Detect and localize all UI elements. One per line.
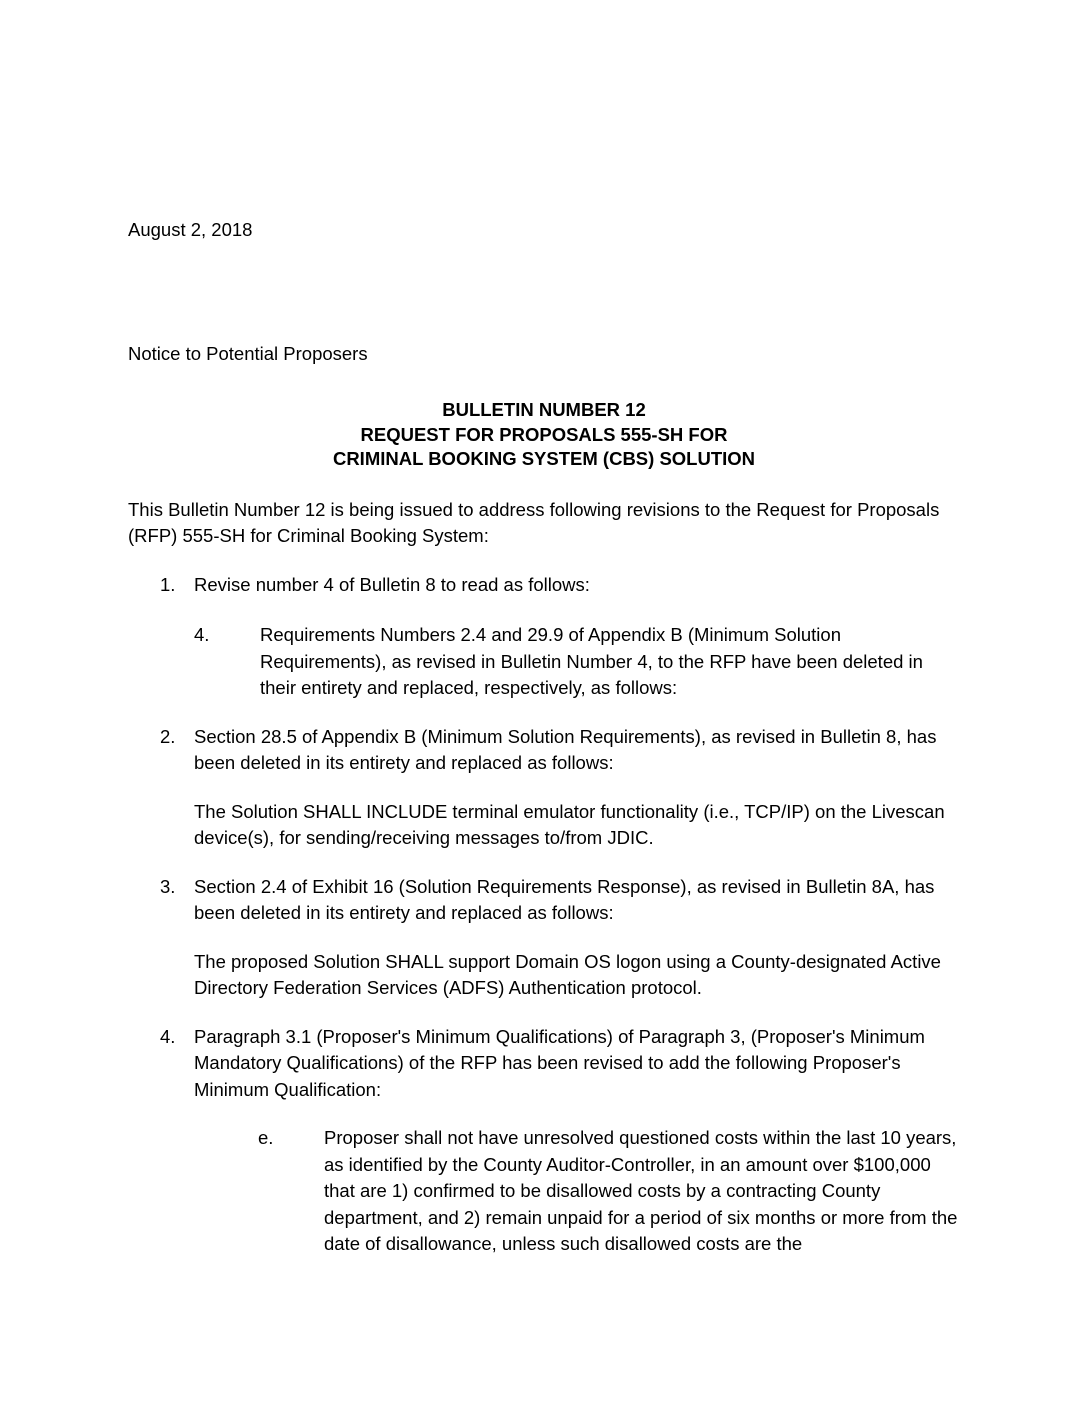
document-title <box>128 398 960 472</box>
sub-list-item-text: Requirements Numbers 2.4 and 29.9 of Appendix B (Minimum Solution Requirements), as revised in Bulletin Number 4, to the RFP have been deleted in their entirety and replaced, respectively, as follows: <box>260 624 923 698</box>
title-line-1: BULLETIN NUMBER 12 <box>442 399 646 420</box>
sub-list <box>194 622 960 702</box>
list-item <box>128 1024 960 1258</box>
list-item-body: The proposed Solution SHALL support Domain OS logon using a County-designated Active Directory Federation Services (ADFS) Authentication protocol. <box>194 950 941 998</box>
title-line-2: REQUEST FOR PROPOSALS 555-SH FOR <box>360 423 728 445</box>
revisions-list <box>128 572 960 1258</box>
document-date: August 2, 2018 <box>128 219 253 240</box>
list-marker: 1. <box>160 573 176 595</box>
list-marker: 3. <box>160 875 176 897</box>
document-body <box>128 218 960 1280</box>
sub-list-marker: 4. <box>194 624 210 645</box>
sub-list-item <box>194 1125 960 1258</box>
sub-list-item-text: Proposer shall not have unresolved questioned costs within the last 10 years, as identified by the County Auditor-Controller, in an amount over $100,000 that are 1) confirmed to be disallowed costs by a contracting County department, and 2) remain unpaid for a period of six months or more from the date of disallowance, unless such disallowed costs are the <box>324 1127 958 1254</box>
list-item-text: Section 2.4 of Exhibit 16 (Solution Requirements Response), as revised in Bulletin 8A, has been deleted in its entirety and replaced as follows: <box>194 875 935 923</box>
notice-heading: Notice to Potential Proposers <box>128 343 368 364</box>
list-item <box>128 572 960 702</box>
title-line-3: CRIMINAL BOOKING SYSTEM (CBS) SOLUTION <box>332 448 756 469</box>
sub-list-marker: e. <box>258 1127 274 1148</box>
list-item-text: Paragraph 3.1 (Proposer's Minimum Qualifications) of Paragraph 3, (Proposer's Minimum Mandatory Qualifications) of the RFP has been revised to add the following Proposer's Minimum Qualification: <box>194 1025 925 1100</box>
sub-list <box>194 1125 960 1258</box>
intro-paragraph: This Bulletin Number 12 is being issued to address following revisions to the Request for Proposals (RFP) 555-SH for Criminal Booking System: <box>128 498 940 546</box>
list-item <box>128 874 960 1002</box>
spacer <box>128 366 960 398</box>
list-item-text: Revise number 4 of Bulletin 8 to read as follows: <box>194 573 590 595</box>
list-item <box>128 724 960 852</box>
list-marker: 4. <box>160 1025 176 1047</box>
sub-list-item <box>194 622 960 702</box>
list-item-text: Section 28.5 of Appendix B (Minimum Solution Requirements), as revised in Bulletin 8, has been deleted in its entirety and replaced as follows: <box>194 725 937 773</box>
list-marker: 2. <box>160 725 176 747</box>
spacer <box>128 242 960 342</box>
list-item-body: The Solution SHALL INCLUDE terminal emulator functionality (i.e., TCP/IP) on the Livescan device(s), for sending/receiving messages to/from JDIC. <box>194 800 945 848</box>
spacer <box>128 472 960 497</box>
